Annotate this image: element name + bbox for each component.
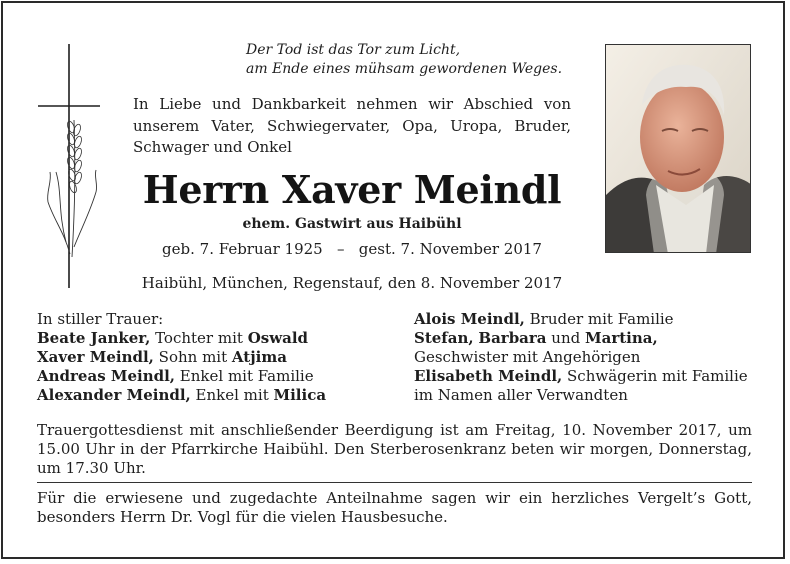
mourner-relation: Schwägerin mit Familie [562,367,748,385]
mourners-heading: In stiller Trauer: [37,310,164,328]
mourner-relation: Geschwister mit Angehörigen [414,348,641,366]
mourner-relation: Enkel mit Familie [175,367,314,385]
cross-with-wheat-icon [34,42,104,292]
motto [246,41,562,79]
mourner-name: Beate Janker, [37,329,151,347]
mourner-partner: Oswald [247,329,309,347]
mourner-line [414,348,748,367]
mourner-relation: Tochter mit [150,329,248,347]
motto-line: Der Tod ist das Tor zum Licht, [246,42,461,58]
mourners-left [37,310,326,405]
motto-line: am Ende eines mühsam gewordenen Weges. [246,61,563,77]
mourner-partner: Milica [273,386,327,404]
mourner-name: Andreas Meindl, [37,367,176,385]
mourner-relation: im Namen aller Verwandten [414,386,628,404]
mourner-name: Xaver Meindl, [37,348,154,366]
mourner-name: Martina, [585,329,658,347]
mourner-line [37,367,326,386]
mourner-relation: Bruder mit Familie [524,310,674,328]
mourner-line [37,348,326,367]
divider [37,482,752,483]
mourner-line [414,329,748,348]
mourner-name: Alois Meindl, [414,310,525,328]
mourner-name: Alexander Meindl, [37,386,191,404]
mourner-line [414,310,748,329]
life-dates: geb. 7. Februar 1925 – gest. 7. November 2017 [162,240,542,258]
mourner-relation: Enkel mit [190,386,274,404]
thanks-text: Für die erwiesene und zugedachte Anteilnahme sagen wir ein herzliches Vergelt’s Gott, besonders Herrn Dr. Vogl für die vielen Hausbesuche. [37,489,752,526]
place-date: Haibühl, München, Regenstauf, den 8. November 2017 [141,274,563,292]
mourner-partner: Atjima [231,348,287,366]
intro-text: In Liebe und Dankbarkeit nehmen wir Abschied von unserem Vater, Schwiegervater, Opa, Uropa, Bruder, Schwager und Onkel [133,95,571,156]
mourner-name: Stefan, [414,329,474,347]
occupation: ehem. Gastwirt aus Haibühl [242,216,462,232]
deceased-name: Herrn Xaver Meindl [142,167,562,212]
mourner-line [414,367,748,386]
service-info: Trauergottesdienst mit anschließender Beerdigung ist am Freitag, 10. November 2017, um 15.00 Uhr in der Pfarrkirche Haibühl. Den Sterberosenkranz beten wir morgen, Donnerstag, um 17.30 Uhr. [37,421,752,477]
portrait-photo [605,44,751,253]
mourner-line [37,329,326,348]
mourner-name: Elisabeth Meindl, [414,367,563,385]
mourner-name: Barbara [478,329,547,347]
mourners-right [414,310,748,405]
mourner-separator: und [546,329,585,347]
mourner-line [414,386,748,405]
mourner-relation: Sohn mit [153,348,232,366]
mourner-line [37,386,326,405]
